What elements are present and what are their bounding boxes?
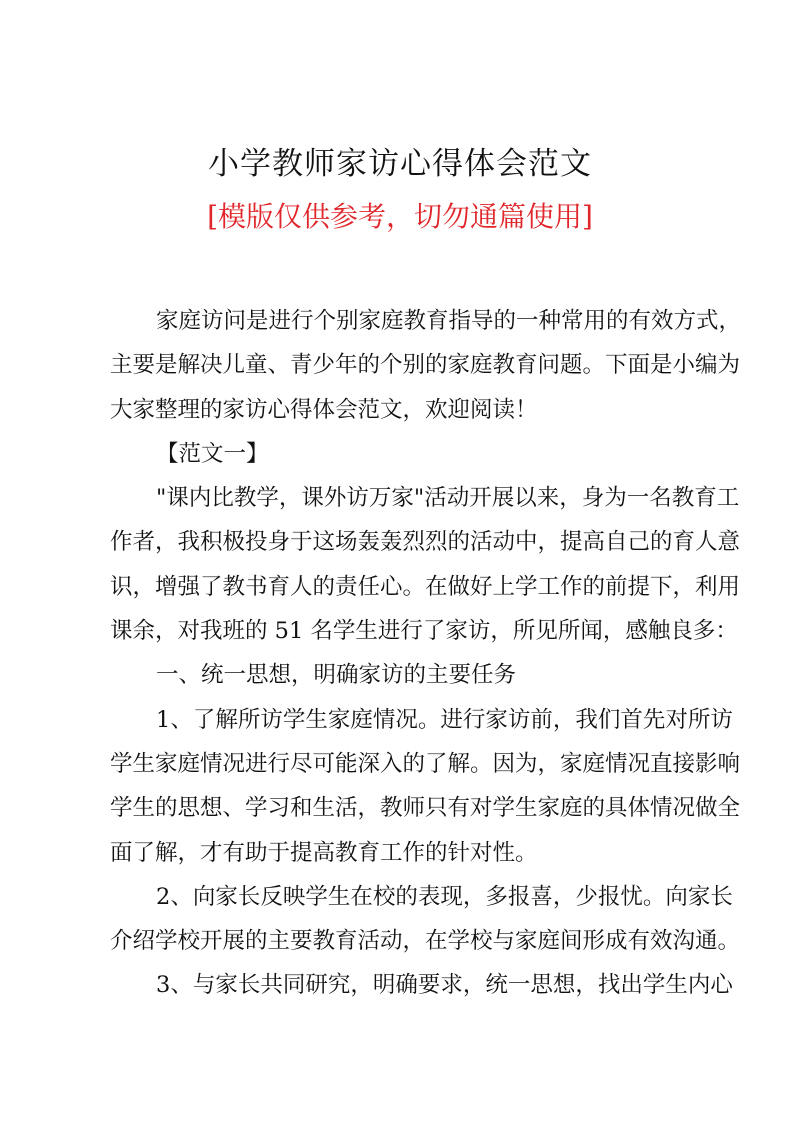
template-disclaimer: [模版仅供参考，切勿通篇使用] <box>207 200 593 233</box>
text-line: 主要是解决儿童、青少年的个别的家庭教育问题。下面是小编为 <box>110 352 741 379</box>
text-line: 家庭访问是进行个别家庭教育指导的一种常用的有效方式， <box>156 308 742 334</box>
text-line: 面了解，才有助于提高教育工作的针对性。 <box>110 839 538 866</box>
document-title: 小学教师家访心得体会范文 <box>208 146 592 182</box>
text-line: 2、向家长反映学生在校的表现，多报喜，少报忧。向家长 <box>156 883 733 910</box>
text-line: 学生家庭情况进行尽可能深入的了解。因为，家庭情况直接影响 <box>110 750 741 777</box>
text-line: 3、与家长共同研究，明确要求，统一思想，找出学生内心 <box>156 972 733 999</box>
text-line: 作者，我积极投身于这场轰轰烈烈的活动中，提高自己的育人意 <box>110 529 741 556</box>
text-line: 学生的思想、学习和生活，教师只有对学生家庭的具体情况做全 <box>110 795 741 822</box>
text-line: 课余，对我班的 51 名学生进行了家访，所见所闻，感触良多： <box>110 618 738 645</box>
document-body <box>110 303 742 1012</box>
text-line: 识，增强了教书育人的责任心。在做好上学工作的前提下，利用 <box>110 573 741 600</box>
text-line: 1、了解所访学生家庭情况。进行家访前，我们首先对所访 <box>156 706 733 733</box>
text-line: 介绍学校开展的主要教育活动，在学校与家庭间形成有效沟通。 <box>110 928 741 955</box>
text-line: "课内比教学，课外访万家"活动开展以来，身为一名教育工 <box>156 485 740 512</box>
text-line: 大家整理的家访心得体会范文，欢迎阅读！ <box>110 396 538 423</box>
text-line: 【范文一】 <box>156 440 269 467</box>
text-line: 一、统一思想，明确家访的主要任务 <box>156 662 517 689</box>
